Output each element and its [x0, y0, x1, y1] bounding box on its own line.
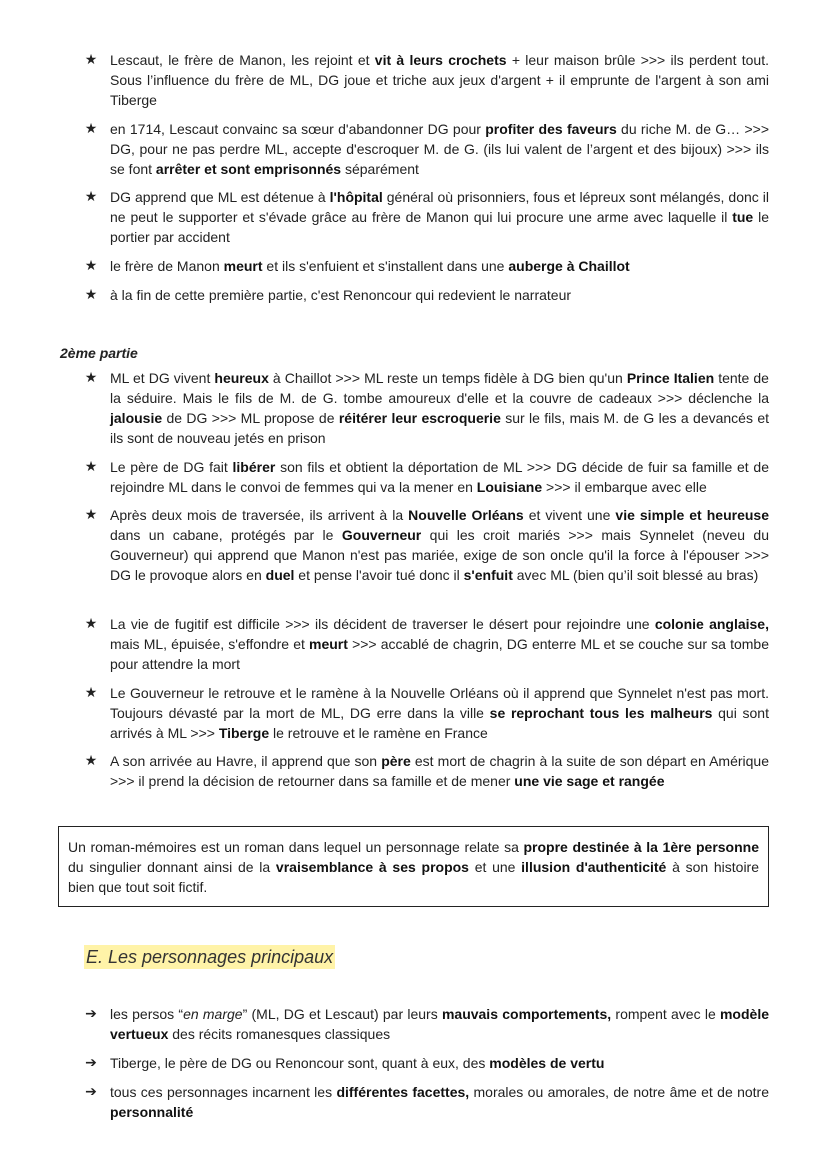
italic-text: en marge — [183, 1006, 243, 1022]
star-icon: ★ — [84, 370, 98, 386]
text-run: DG apprend que ML est détenue à — [110, 189, 330, 205]
bold-text: vie simple et heureuse — [615, 507, 769, 523]
text-run: du singulier donnant ainsi de la — [68, 859, 276, 875]
bold-text: tue — [732, 209, 754, 225]
bold-text: père — [381, 753, 411, 769]
text-run: séparément — [341, 161, 419, 177]
bold-text: auberge à Chaillot — [508, 258, 630, 274]
bold-text: se reprochant tous les malheurs — [489, 705, 713, 721]
text-run: avec ML (bien qu’il soit blessé au bras) — [512, 567, 759, 583]
bold-text: Prince Italien — [626, 370, 715, 386]
bold-text: duel — [265, 567, 295, 583]
text-run: morales ou amorales, de notre âme et de notre — [469, 1084, 770, 1100]
bold-text: différentes facettes, — [336, 1084, 470, 1100]
list-item-text — [110, 457, 769, 497]
text-run: La vie de fugitif est difficile >>> ils décident de traverser le désert pour rejoindre une — [110, 616, 655, 632]
list-item-text — [110, 187, 769, 247]
list-item — [84, 505, 770, 585]
text-run: Un roman-mémoires est un roman dans lequel un personnage relate sa — [68, 839, 524, 855]
section-title: 2ème partie — [60, 345, 138, 361]
bold-text: Gouverneur — [341, 527, 422, 543]
text-run: et pense l'avoir tué donc il — [294, 567, 464, 583]
section-heading: E. Les personnages principaux — [86, 947, 334, 967]
list-item — [84, 683, 769, 743]
bold-text: colonie anglaise, — [654, 616, 769, 632]
text-run: qui sont arrivés à ML >>> — [110, 705, 769, 741]
bold-text: propre destinée à la 1ère personne — [523, 839, 759, 855]
text-run: le portier par accident — [110, 209, 769, 245]
star-icon: ★ — [84, 616, 98, 632]
right-arrow-icon: ➔ — [85, 1084, 97, 1100]
bold-text: illusion d'authenticité — [521, 859, 667, 875]
bold-text: meurt — [309, 636, 348, 652]
bold-text: arrêter et sont emprisonnés — [155, 161, 342, 177]
text-run: >>> accablé de chagrin, DG enterre ML et se couche sur sa tombe pour attendre la mort — [110, 636, 769, 672]
text-run: tous ces personnages incarnent les — [110, 1084, 337, 1100]
text-run: >>> il embarque avec elle — [542, 479, 707, 495]
definition-text — [68, 839, 759, 895]
text-run: du riche M. de G… >>> DG, pour ne pas perdre ML, accepte d'escroquer M. de G. (ils lui valent de l’argent et des bijoux) >>> ils se font — [110, 121, 769, 177]
text-run: Lescaut, le frère de Manon, les rejoint et — [110, 52, 375, 68]
bold-text: l'hôpital — [329, 189, 383, 205]
list-item-text — [110, 505, 769, 585]
list-item — [84, 119, 769, 179]
bold-text: réitérer leur escroquerie — [338, 410, 501, 426]
list-item-text — [110, 1004, 769, 1044]
list-item — [84, 285, 769, 305]
right-arrow-icon: ➔ — [85, 1055, 97, 1071]
list-item — [84, 256, 769, 276]
bold-text: modèles de vertu — [489, 1055, 605, 1071]
bold-text: vraisemblance à ses propos — [275, 859, 469, 875]
right-arrow-icon: ➔ — [85, 1006, 97, 1022]
text-run: à la fin de cette première partie, c'est Renoncour qui redevient le narrateur — [110, 287, 572, 303]
text-run: des récits romanesques classiques — [168, 1026, 391, 1042]
star-icon: ★ — [84, 287, 98, 303]
bold-text: personnalité — [110, 1104, 194, 1120]
list-item-text — [110, 50, 769, 110]
list-item-text — [110, 368, 769, 448]
bold-text: Tiberge — [218, 725, 270, 741]
list-item — [84, 457, 769, 497]
text-run: général où prisonniers, fous et lépreux sont mélangés, donc il ne peut le supporter et s'évade grâce au frère de Manon qui lui procure une arme avec laquelle il — [110, 189, 769, 225]
list-item-text — [110, 1053, 769, 1073]
list-item-text — [110, 751, 769, 791]
star-icon: ★ — [84, 507, 98, 523]
bold-text: libérer — [232, 459, 276, 475]
text-run: dans un cabane, protégés par le — [110, 527, 342, 543]
text-run: et ils s'enfuient et s'installent dans une — [262, 258, 509, 274]
text-run: les persos “ — [110, 1006, 184, 1022]
list-item — [85, 1082, 770, 1122]
text-run: + leur maison brûle >>> ils perdent tout. Sous l’influence du frère de ML, DG joue et triche aux jeux d'argent + il emprunte de l'argent à son ami Tiberge — [110, 52, 769, 108]
list-item — [85, 1004, 769, 1044]
bold-text: mauvais comportements, — [441, 1006, 612, 1022]
bold-text: Nouvelle Orléans — [408, 507, 524, 523]
bold-text: jalousie — [110, 410, 163, 426]
text-run: mais ML, épuisée, s'effondre et — [110, 636, 310, 652]
text-run: et vivent une — [523, 507, 616, 523]
star-icon: ★ — [84, 52, 98, 68]
text-run: est mort de chagrin à la suite de son départ en Amérique >>> il prend la décision de retourner dans sa famille et de mener — [110, 753, 769, 789]
star-icon: ★ — [84, 121, 98, 137]
list-item-text — [110, 683, 769, 743]
star-icon: ★ — [84, 189, 98, 205]
list-item-text — [110, 119, 769, 179]
star-icon: ★ — [84, 459, 98, 475]
list-item — [84, 187, 769, 247]
text-run: en 1714, Lescaut convainc sa sœur d'abandonner DG pour — [110, 121, 486, 137]
bold-text: vit à leurs crochets — [374, 52, 507, 68]
text-run: Tiberge, le père de DG ou Renoncour sont, quant à eux, des — [110, 1055, 490, 1071]
text-run: ML et DG vivent — [110, 370, 215, 386]
list-item — [84, 50, 769, 110]
text-run: sur le fils, mais M. de G les a devancés et ils sont de nouveau jetés en prison — [110, 410, 770, 446]
bold-text: meurt — [223, 258, 263, 274]
list-item — [84, 751, 769, 791]
text-run: tente de la séduire. Mais le fils de M. de G. tombe amoureux d'elle et la couvre de cadeaux >>> déclenche la — [110, 370, 769, 406]
bold-text: s'enfuit — [463, 567, 513, 583]
text-run: à Chaillot >>> ML reste un temps fidèle à DG bien qu'un — [268, 370, 627, 386]
text-run: et une — [468, 859, 522, 875]
text-run: le retrouve et le ramène en France — [269, 725, 488, 741]
list-item — [84, 614, 769, 674]
bold-text: modèle vertueux — [110, 1006, 769, 1042]
bold-text: Louisiane — [476, 479, 543, 495]
text-run: qui les croit mariés >>> mais Synnelet (neveu du Gouverneur) qui apprend que Manon n'est pas mariée, exige de son oncle qu'il la force à l'épouser >>> DG le provoque alors en — [110, 527, 770, 583]
text-run: A son arrivée au Havre, il apprend que son — [110, 753, 382, 769]
list-item-text — [110, 614, 769, 674]
bold-text: heureux — [214, 370, 269, 386]
text-run: son fils et obtient la déportation de ML >>> DG décide de fuir sa famille et de rejoindre ML dans le convoi de femmes qui va la mener en — [110, 459, 769, 495]
list-item-text — [110, 256, 769, 276]
star-icon: ★ — [84, 685, 98, 701]
star-icon: ★ — [84, 258, 98, 274]
bold-text: profiter des faveurs — [485, 121, 617, 137]
bold-text: une vie sage et rangée — [514, 773, 665, 789]
list-item-text — [110, 1082, 769, 1122]
text-run: le frère de Manon — [110, 258, 224, 274]
list-item — [84, 368, 770, 448]
star-icon: ★ — [84, 753, 98, 769]
list-item-text — [110, 285, 769, 305]
text-run: Après deux mois de traversée, ils arrivent à la — [110, 507, 409, 523]
list-item — [85, 1053, 769, 1073]
text-run: de DG >>> ML propose de — [162, 410, 339, 426]
definition-box — [58, 826, 769, 907]
text-run: Le Gouverneur le retrouve et le ramène à la Nouvelle Orléans où il apprend que Synnelet n'est pas mort. Toujours dévasté par la mort de ML, DG erre dans la ville — [110, 685, 769, 721]
text-run: ” (ML, DG et Lescaut) par leurs — [242, 1006, 442, 1022]
text-run: Le père de DG fait — [110, 459, 233, 475]
text-run: à son histoire bien que tout soit fictif. — [68, 859, 759, 895]
text-run: rompent avec le — [611, 1006, 720, 1022]
